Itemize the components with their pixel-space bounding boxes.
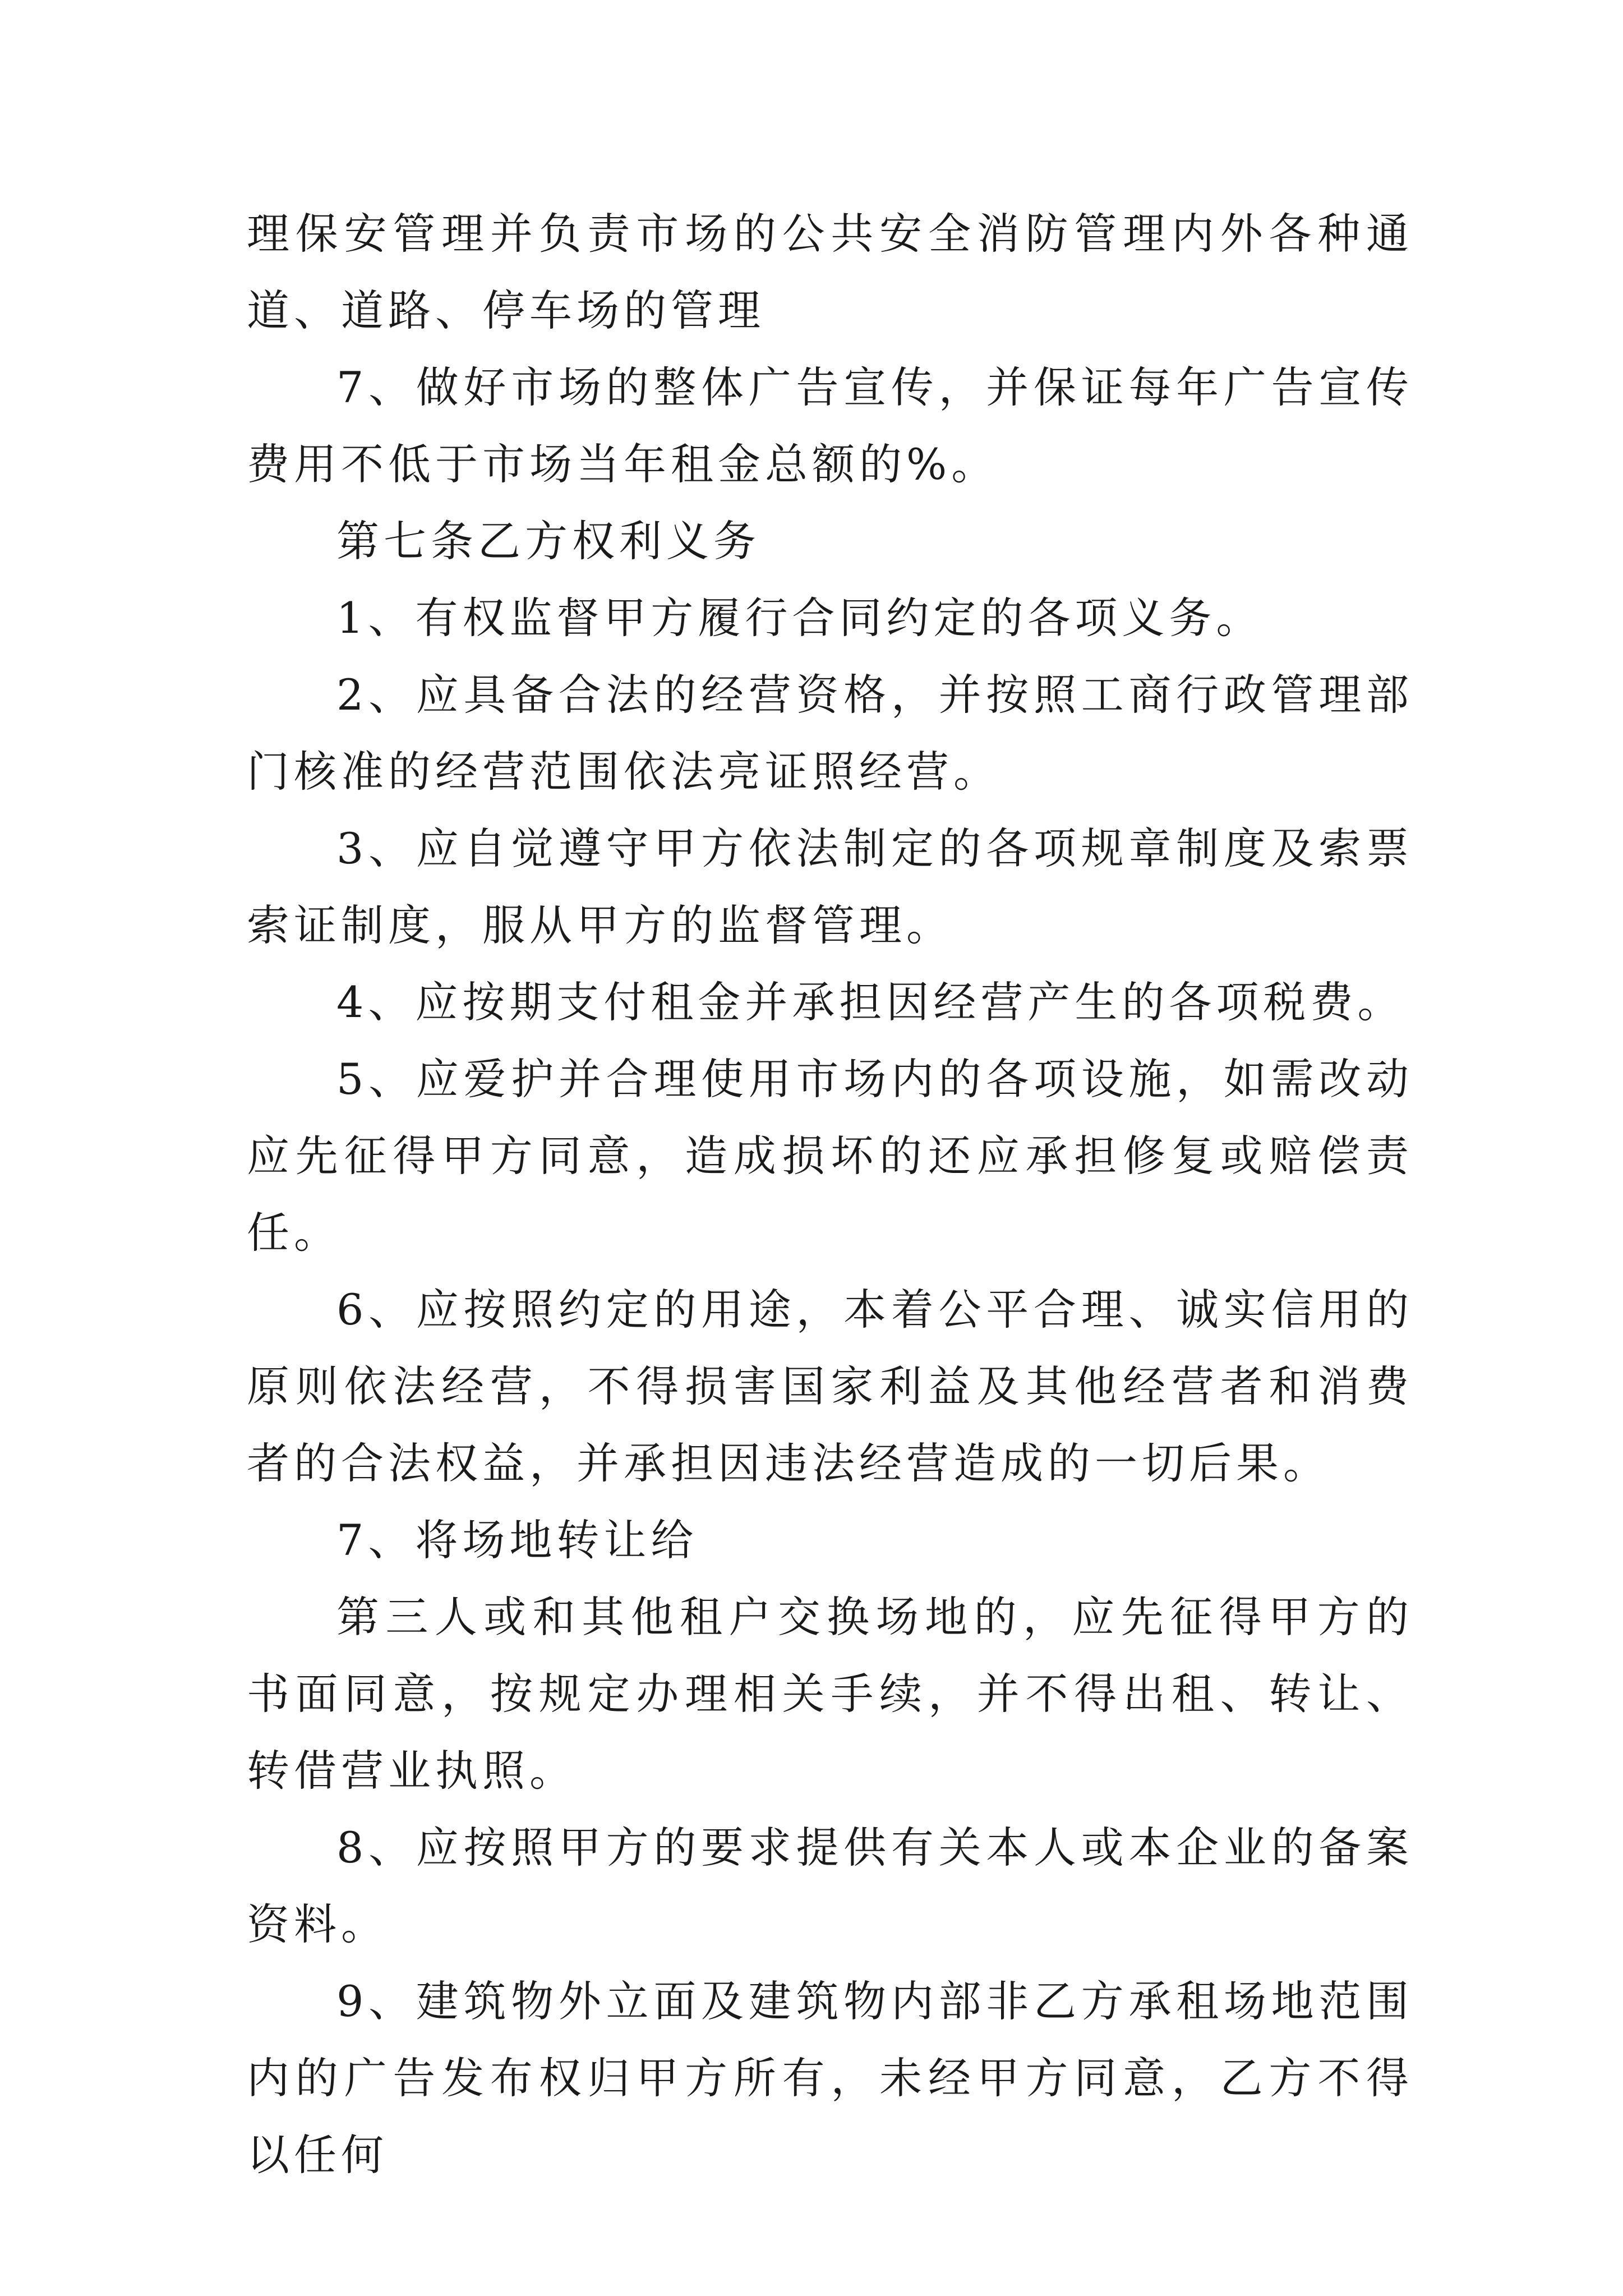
paragraph-item-1: 1、有权监督甲方履行合同约定的各项义务。: [336, 593, 1264, 643]
paragraph-item-9: 9、建筑物外立面及建筑物内部非乙方承租场地范围内的广告发布权归甲方所有，未经甲方同意，乙方不得以任何: [247, 1976, 1413, 2180]
paragraph-item-8: 8、应按照甲方的要求提供有关本人或本企业的备案资料。: [247, 1823, 1413, 1949]
paragraph-item-7-transfer: 7、将场地转让给: [336, 1515, 698, 1565]
paragraph-security-management: 理保安管理并负责市场的公共安全消防管理内外各种通道、道路、停车场的管理: [247, 209, 1413, 335]
paragraph-item-2: 2、应具备合法的经营资格，并按照工商行政管理部门核准的经营范围依法亮证照经营。: [247, 670, 1413, 797]
paragraph-item-7-advertising: 7、做好市场的整体广告宣传，并保证每年广告宣传费用不低于市场当年租金总额的%。: [247, 362, 1413, 489]
paragraph-item-4: 4、应按期支付租金并承担因经营产生的各项税费。: [336, 977, 1405, 1027]
document-body: [247, 195, 1413, 2193]
paragraph-item-7-continued: 第三人或和其他租户交换场地的，应先征得甲方的书面同意，按规定办理相关手续，并不得出租、转让、转借营业执照。: [247, 1592, 1413, 1796]
paragraph-item-3: 3、应自觉遵守甲方依法制定的各项规章制度及索票索证制度，服从甲方的监督管理。: [247, 823, 1413, 950]
paragraph-item-6: 6、应按照约定的用途，本着公平合理、诚实信用的原则依法经营，不得损害国家利益及其他经营者和消费者的合法权益，并承担因违法经营造成的一切后果。: [247, 1285, 1413, 1488]
section-heading-article-7: 第七条乙方权利义务: [336, 516, 760, 566]
paragraph-item-5: 5、应爱护并合理使用市场内的各项设施，如需改动应先征得甲方同意，造成损坏的还应承担修复或赔偿责任。: [247, 1054, 1413, 1258]
